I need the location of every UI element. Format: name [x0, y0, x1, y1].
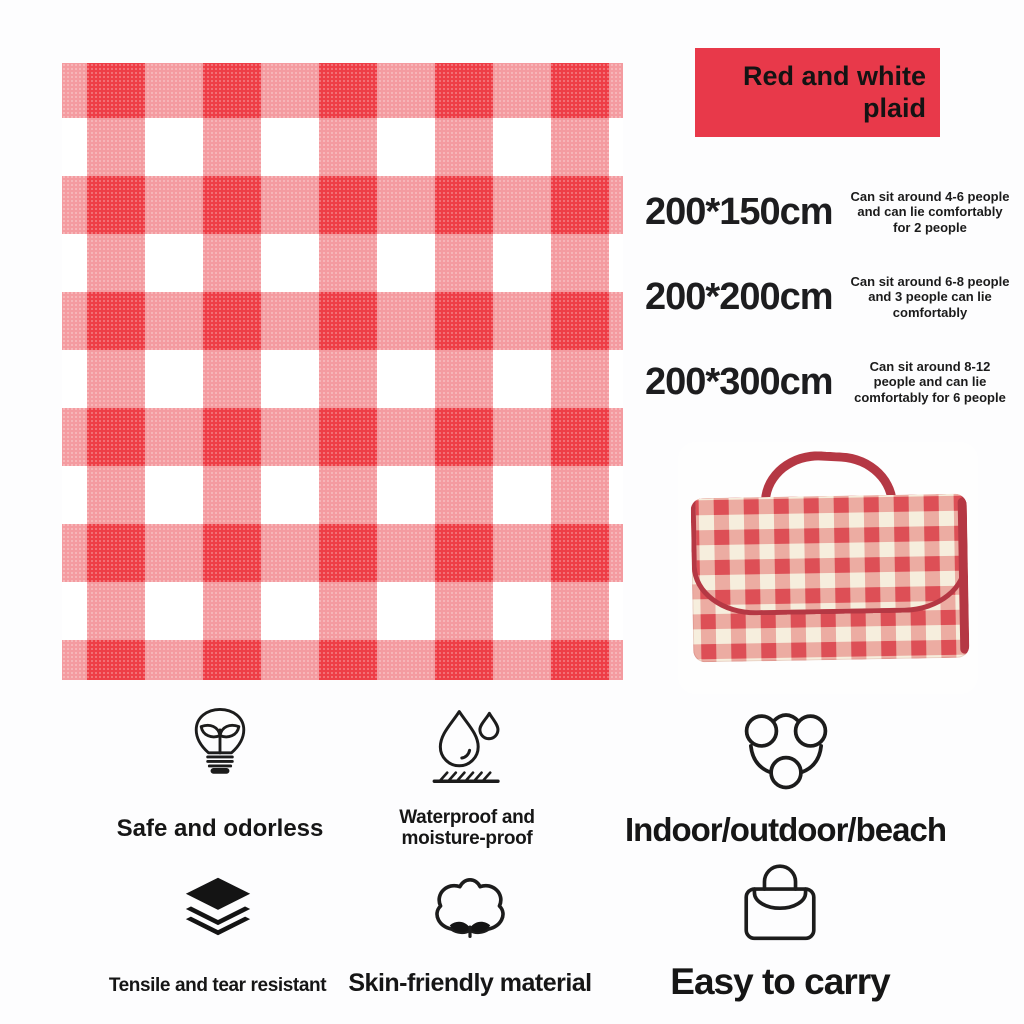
folded-mat-photo: [678, 442, 978, 694]
three-circles-icon: [732, 698, 840, 796]
feature-label: Indoor/outdoor/beach: [625, 811, 946, 848]
feature-label: Safe and odorless: [116, 815, 324, 842]
plaid-fabric-swatch: [62, 63, 623, 680]
stacked-layers-icon: [175, 880, 261, 942]
cotton-boll-icon: [424, 866, 516, 946]
size-option-row: [645, 170, 1013, 254]
feature-tear-resistant: [70, 880, 365, 997]
water-drops-icon: [424, 700, 510, 792]
feature-label: Tensile and tear resistant: [108, 975, 327, 996]
bulb-sprout-icon: [179, 700, 261, 786]
size-description: Can sit around 6-8 people and 3 people can lie comfortably: [850, 274, 1010, 320]
color-name-badge: [695, 48, 940, 137]
badge-text-line1: Red and white: [742, 60, 926, 91]
size-label: 200*300cm: [645, 360, 833, 403]
size-label: 200*150cm: [645, 190, 833, 233]
feature-label: Easy to carry: [670, 961, 890, 1002]
badge-text-line2: plaid: [862, 92, 926, 123]
size-label: 200*200cm: [645, 275, 833, 318]
feature-easy-carry: [600, 858, 960, 1003]
feature-skin-friendly: [340, 866, 600, 998]
feature-label: Waterproof and moisture-proof: [399, 807, 535, 849]
mat-body: [691, 494, 970, 663]
feature-label: Skin-friendly material: [348, 969, 592, 997]
feature-waterproof: [357, 700, 577, 850]
size-description: Can sit around 8-12 people and can lie comfortably for 6 people: [854, 359, 1006, 405]
feature-safe-odorless: [90, 700, 350, 842]
carry-bag-icon: [734, 858, 826, 942]
mat-side-trim: [958, 498, 970, 654]
mat-flap: [691, 494, 969, 617]
feature-indoor-outdoor-beach: [598, 698, 973, 848]
size-option-row: [645, 255, 1013, 339]
size-option-row: [645, 340, 1013, 424]
size-description: Can sit around 4-6 people and can lie comfortably for 2 people: [850, 189, 1010, 235]
